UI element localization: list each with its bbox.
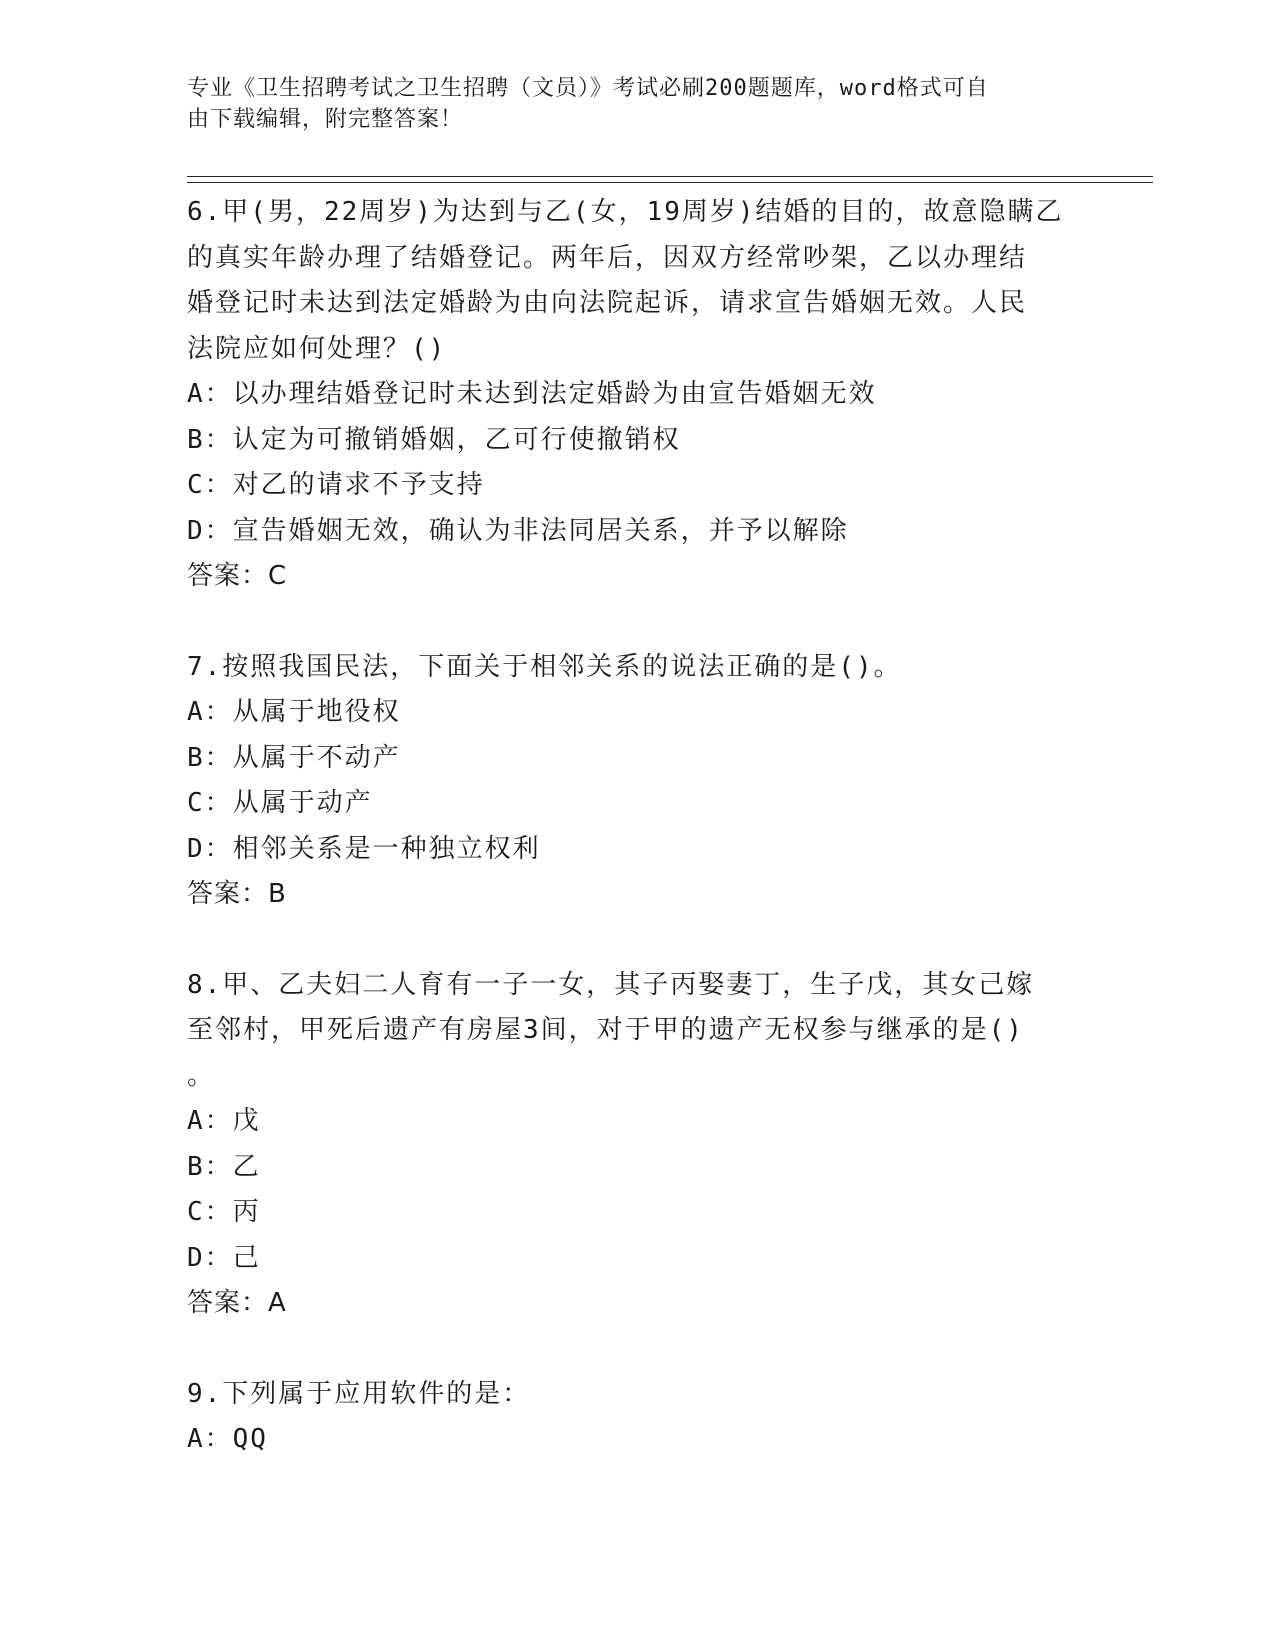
question-text-line: 婚登记时未达到法定婚龄为由向法院起诉，请求宣告婚姻无效。人民 bbox=[187, 288, 1028, 318]
header-line-2: 由下载编辑，附完整答案！ bbox=[187, 107, 464, 132]
option-a: A：戊 bbox=[187, 1106, 261, 1136]
question-text-line: 8.甲、乙夫妇二人育有一子一女，其子丙娶妻丁，生子戊，其女己嫁 bbox=[187, 969, 1035, 1000]
question-list bbox=[187, 190, 1087, 1508]
option-d: D：相邻关系是一种独立权利 bbox=[187, 833, 541, 864]
option-a: A：以办理结婚登记时未达到法定婚龄为由宣告婚姻无效 bbox=[187, 379, 877, 409]
option-b: B：认定为可撤销婚姻，乙可行使撤销权 bbox=[187, 424, 681, 455]
option-a: A：QQ bbox=[187, 1424, 268, 1454]
question-7 bbox=[187, 645, 1087, 918]
header-divider-top bbox=[187, 176, 1153, 177]
option-c: C：丙 bbox=[187, 1197, 261, 1227]
question-text-line: 9.下列属于应用软件的是： bbox=[187, 1378, 531, 1409]
option-a: A：从属于地役权 bbox=[187, 697, 401, 727]
question-text-line: 至邻村，甲死后遗产有房屋3间，对于甲的遗产无权参与继承的是() bbox=[187, 1015, 1024, 1045]
option-d: D：宣告婚姻无效，确认为非法同居关系，并予以解除 bbox=[187, 515, 849, 546]
question-6 bbox=[187, 190, 1087, 600]
answer: 答案：B bbox=[187, 879, 287, 909]
question-text-line: 。 bbox=[187, 1060, 216, 1091]
answer: 答案：A bbox=[187, 1288, 287, 1318]
option-d: D：己 bbox=[187, 1242, 261, 1273]
question-text-line: 法院应如何处理？() bbox=[187, 333, 447, 364]
option-c: C：对乙的请求不予支持 bbox=[187, 470, 485, 500]
answer: 答案：C bbox=[187, 561, 288, 591]
question-text-line: 7.按照我国民法，下面关于相邻关系的说法正确的是()。 bbox=[187, 651, 902, 682]
option-b: B：从属于不动产 bbox=[187, 742, 401, 773]
header-divider-bottom bbox=[187, 182, 1153, 183]
header-line-1: 专业《卫生招聘考试之卫生招聘（文员）》考试必刷200题题库，word格式可自 bbox=[187, 76, 989, 101]
option-c: C：从属于动产 bbox=[187, 788, 373, 818]
question-9 bbox=[187, 1372, 1087, 1463]
question-text-line: 6.甲(男，22周岁)为达到与乙(女，19周岁)结婚的目的，故意隐瞒乙 bbox=[187, 197, 1064, 227]
document-header bbox=[187, 73, 1067, 135]
option-b: B：乙 bbox=[187, 1151, 261, 1182]
question-text-line: 的真实年龄办理了结婚登记。两年后，因双方经常吵架，乙以办理结 bbox=[187, 242, 1028, 273]
question-8 bbox=[187, 963, 1087, 1327]
